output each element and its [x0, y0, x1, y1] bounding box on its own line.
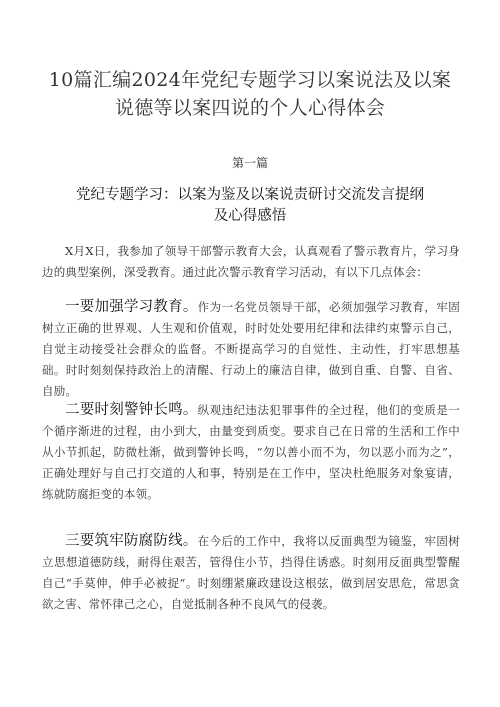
section-title: 党纪专题学习：以案为鉴及以案说责研讨交流发言提纲及心得感悟: [76, 187, 424, 224]
point-body-1: 作为一名党员领导干部，必须加强学习教育，牢固树立正确的世界观、人生观和价值观，时时处处要用纪律和法律约束警示自己，自觉主动接受社会群众的监督。不断提高学习的自觉性、主动性，打牢思想基础。时时刻刻保持政治上的清醒、行动上的廉洁自律，做到自重、自警、自省、自励。: [42, 300, 461, 398]
point-paragraph-2: [42, 400, 460, 505]
point-heading-3: 三要筑牢防腐防线。: [65, 533, 198, 549]
document-title: 10篇汇编2024年党纪专题学习以案说法及以案说德等以案四说的个人心得体会: [48, 69, 452, 119]
point-paragraph-3: [42, 531, 460, 615]
point-heading-1: 一要加强学习教育。: [65, 299, 198, 315]
intro-paragraph: X月X日，我参加了领导干部警示教育大会，认真观看了警示教育片，学习身边的典型案例，深受教育。通过此次警示教育学习活动，有以下几点体会：: [42, 244, 460, 279]
point-heading-2: 二要时刻警钟长鸣。: [65, 402, 198, 418]
point-paragraph-1: [42, 297, 460, 402]
point-body-2: 纵观违纪违法犯罪事件的全过程，他们的变质是一个循序渐进的过程，由小到大，由量变到质变。要求自己在日常的生活和工作中从小节抓起，防微杜渐，做到警钟长鸣，“勿以善小而不为，勿以恶小而为之”，正确处理好与自己打交道的人和事，特别是在工作中，坚决杜绝服务对象宴请，练就防腐拒变的本领。: [42, 403, 461, 501]
point-body-3: 在今后的工作中，我将以反面典型为镜鉴，牢固树立思想道德防线，耐得住艰苦，管得住小节，挡得住诱惑。时刻用反面典型警醒自己“手莫伸，伸手必被捉“。时刻绷紧廉政建设这根弦，做到居安思危，常思贪欲之害、常怀律己之心，自觉抵制各种不良风气的侵袭。: [42, 534, 461, 611]
section-number-label: 第一篇: [231, 156, 268, 170]
